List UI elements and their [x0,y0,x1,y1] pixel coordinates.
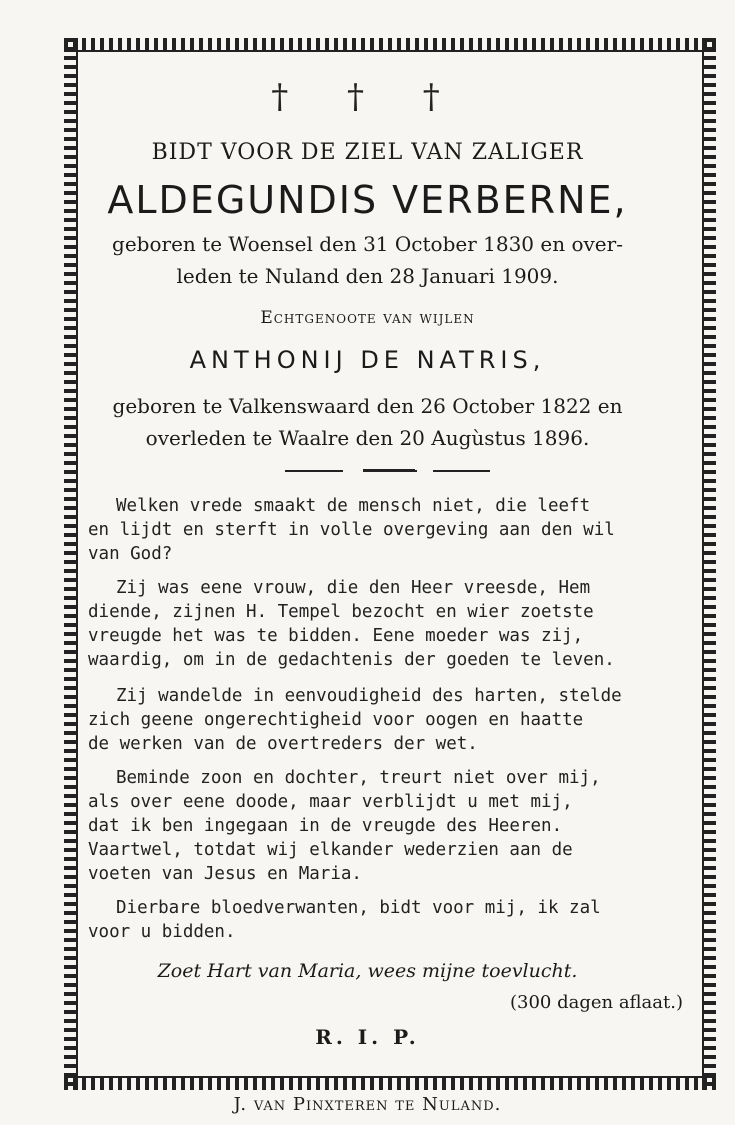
text-line: Zij was eene vrouw, die den Heer vreesde, Hem [116,578,591,598]
text-line: voeten van Jesus en Maria. [88,864,362,884]
text-line: de werken van de overtreders der wet. [88,734,478,754]
spouse-line-1: geboren te Valkenswaard den 26 October 1822 en [112,394,623,418]
divider-segment [363,469,415,472]
spouse-line-2: overleden te Waalre den 20 Augùstus 1896. [145,426,590,450]
paragraph [88,494,688,566]
text-line: waardig, om in de gedachtenis der goeden te leven. [88,650,615,670]
divider-segment [433,470,490,472]
text-line: Dierbare bloedverwanten, bidt voor mij, ik zal [116,898,601,918]
text-line: vreugde het was te bidden. Eene moeder was zij, [88,626,584,646]
motto: Zoet Hart van Maria, wees mijne toevlucht. [157,960,578,982]
paragraph [88,896,688,944]
border-top [64,38,716,52]
paragraph [88,766,688,886]
prayer-heading: BIDT VOOR DE ZIEL VAN ZALIGER [151,140,584,165]
spouse-name: ANTHONIJ DE NATRIS, [189,346,546,374]
text-line: van God? [88,544,173,564]
ornamental-divider [285,468,490,474]
deceased-name: ALDEGUNDIS VERBERNE, [107,178,628,222]
text-line: voor u bidden. [88,922,236,942]
divider-segment [285,470,343,472]
text-line: zich geene ongerechtigheid voor oogen en haatte [88,710,584,730]
divider-segment [415,470,417,472]
indulgence-note: (300 dagen aflaat.) [509,992,683,1013]
text-line: dat ik ben ingegaan in de vreugde des Heeren. [88,816,563,836]
text-line: Zij wandelde in eenvoudigheid des harten, stelde [116,686,622,706]
paragraph [88,576,688,672]
text-line: Welken vrede smaakt de mensch niet, die leeft [116,496,591,516]
text-line: Beminde zoon en dochter, treurt niet over mij, [116,768,601,788]
text-line: Vaartwel, totdat wij elkander wederzien aan de [88,840,573,860]
border-bottom [64,1076,716,1090]
text-line: als over eene doode, maar verblijdt u met mij, [88,792,573,812]
paragraph [88,684,688,756]
three-crosses-icon: † † † [271,77,464,117]
birth-line-1: geboren te Woensel den 31 October 1830 en over- [112,232,623,256]
text-line: diende, zijnen H. Tempel bezocht en wier zoetste [88,602,594,622]
printer-credit: J. van Pinxteren te Nuland. [233,1094,502,1115]
rip: R. I. P. [315,1025,420,1049]
text-line: en lijdt en sterft in volle overgeving aan den wil [88,520,615,540]
spouse-intro: Echtgenoote van wijlen [260,308,475,328]
birth-line-2: leden te Nuland den 28 Januari 1909. [176,264,559,288]
